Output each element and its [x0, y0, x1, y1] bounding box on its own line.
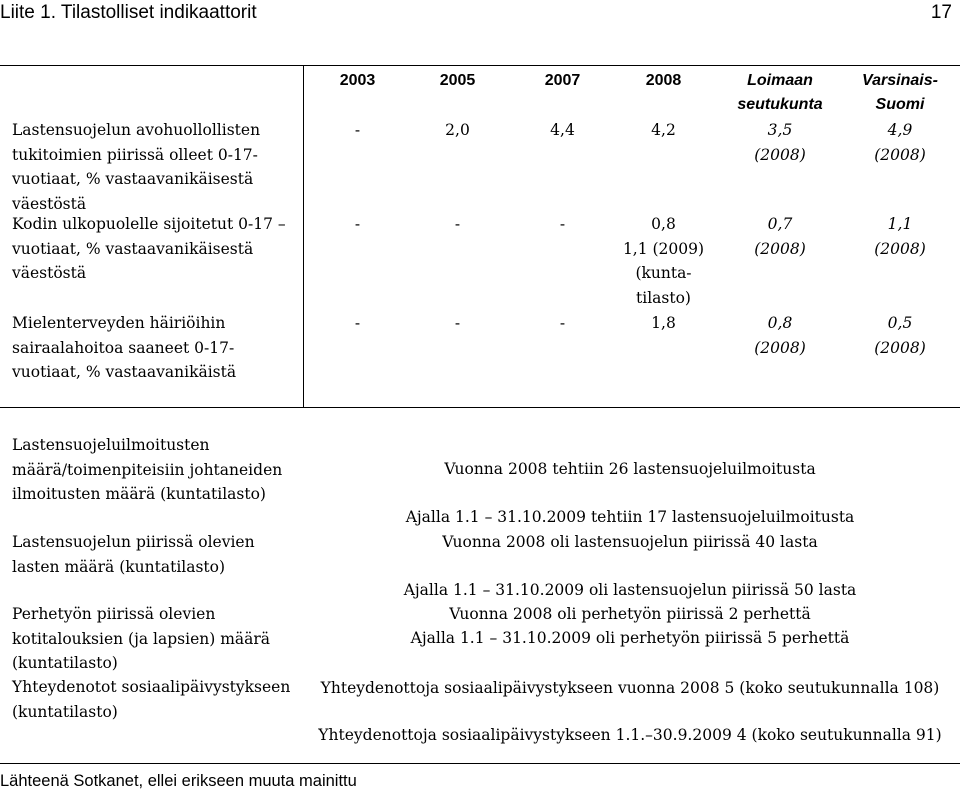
- cell-r3-2003: -: [354, 314, 361, 332]
- sosiaalipaivystys-2008: Yhteydenottoja sosiaalipäivystykseen vuonna 2008 5 (koko seutukunnalla 108): [320, 679, 940, 697]
- value: 0,5: [887, 314, 913, 332]
- label-line: väestöstä: [12, 194, 87, 213]
- cell-r1-2008: 4,2: [651, 121, 676, 139]
- value: 3,5: [767, 121, 793, 139]
- cell-r3-2005: -: [454, 314, 461, 332]
- year-note: (2008): [754, 338, 806, 357]
- cell-r1-vs: [845, 118, 955, 167]
- year-note: (2008): [874, 338, 926, 357]
- row-label-avohuolto: [12, 118, 302, 216]
- label-line: vuotiaat, % vastaavanikäisestä: [12, 170, 254, 188]
- cell-r2-2003: -: [354, 215, 361, 233]
- header-vs-line1: Varsinais-: [862, 72, 938, 89]
- cell-r2-2005: -: [454, 215, 461, 233]
- perhetyo-2008: Vuonna 2008 oli perhetyön piirissä 2 perhettä: [449, 605, 811, 623]
- year-note: (2008): [874, 145, 926, 164]
- label-line: ilmoitusten määrä (kuntatilasto): [12, 485, 266, 503]
- cell-r2-2008: [606, 212, 721, 310]
- cell-r2-2007: -: [559, 215, 566, 233]
- label-line: kotitalouksien (ja lapsien) määrä: [12, 629, 271, 648]
- label-line: lasten määrä (kuntatilasto): [12, 557, 226, 576]
- header-loimaa: [720, 69, 840, 117]
- label-line: Mielenterveyden häiriöihin: [12, 314, 226, 332]
- cell-r1-loimaa: [720, 118, 840, 167]
- label-line: Kodin ulkopuolelle sijoitetut 0-17 –: [12, 215, 286, 233]
- page-title: Liite 1. Tilastolliset indikaattorit: [0, 2, 257, 23]
- header-loimaa-line1: Loimaan: [747, 72, 813, 89]
- cell-r2-loimaa: [720, 212, 840, 261]
- row-label-ilmoitukset: [12, 433, 302, 507]
- cell-r1-2003: -: [354, 121, 361, 139]
- row-label-perhetyo: [12, 602, 302, 676]
- value-2009: 1,1 (2009): [622, 239, 705, 258]
- value: 0,7: [767, 215, 793, 233]
- label-line: vuotiaat, % vastaavanikäisestä: [12, 239, 254, 258]
- lastensuojelu-2008: Vuonna 2008 oli lastensuojelun piirissä 40 lasta: [442, 533, 818, 551]
- perhetyo-2009: Ajalla 1.1 – 31.10.2009 oli perhetyön piirissä 5 perhettä: [410, 629, 850, 647]
- table2-bottom-border: [0, 763, 960, 764]
- table1-bottom-border: [0, 407, 960, 408]
- value: 0,8: [767, 314, 793, 332]
- value: 1,1: [887, 215, 913, 233]
- cell-r2-vs: [845, 212, 955, 261]
- year-note: (2008): [754, 239, 806, 258]
- header-loimaa-line2: seutukunta: [737, 96, 823, 113]
- row-label-mielenterveys: [12, 311, 302, 385]
- source-note: (kunta-: [635, 264, 692, 282]
- label-line: Lastensuojelun piirissä olevien: [12, 533, 255, 551]
- label-line: sairaalahoitoa saaneet 0-17-: [12, 338, 235, 357]
- label-line: Yhteydenotot sosiaalipäivystykseen: [12, 678, 291, 696]
- cell-r1-2007: 4,4: [550, 121, 575, 139]
- table1-divider: [303, 66, 304, 407]
- lastensuojelu-2009: Ajalla 1.1 – 31.10.2009 oli lastensuojelun piirissä 50 lasta: [403, 581, 857, 599]
- label-line: Lastensuojeluilmoitusten: [12, 436, 210, 454]
- label-line: väestöstä: [12, 264, 87, 282]
- cell-r3-2008: 1,8: [651, 314, 676, 332]
- cell-r3-2007: -: [559, 314, 566, 332]
- row-label-lastensuojelu: [12, 530, 302, 579]
- year-note: (2008): [874, 239, 926, 258]
- year-note: (2008): [754, 145, 806, 164]
- header-2005: 2005: [439, 72, 476, 89]
- label-line: määrä/toimenpiteisiin johtaneiden: [12, 460, 283, 479]
- value: 4,9: [887, 121, 913, 139]
- row-label-sijoitetut: [12, 212, 302, 286]
- header-vs-line2: Suomi: [875, 96, 925, 113]
- ilmoitukset-2009: Ajalla 1.1 – 31.10.2009 tehtiin 17 lastensuojeluilmoitusta: [405, 508, 855, 526]
- table1-top-border: [0, 65, 960, 66]
- source-note: tilasto): [636, 288, 691, 307]
- label-line: (kuntatilasto): [12, 654, 118, 672]
- cell-r3-loimaa: [720, 311, 840, 360]
- header-2007: 2007: [544, 72, 581, 89]
- label-line: Lastensuojelun avohuollollisten: [12, 121, 261, 139]
- header-varsinais-suomi: [845, 69, 955, 117]
- label-line: (kuntatilasto): [12, 702, 118, 721]
- page-number: 17: [930, 2, 952, 23]
- cell-r3-vs: [845, 311, 955, 360]
- source-note: Lähteenä Sotkanet, ellei erikseen muuta mainittu: [0, 772, 357, 790]
- label-line: Perhetyön piirissä olevien: [12, 605, 216, 623]
- value: 0,8: [651, 215, 676, 233]
- header-2003: 2003: [339, 72, 376, 89]
- label-line: tukitoimien piirissä olleet 0-17-: [12, 145, 258, 164]
- header-2008: 2008: [645, 72, 682, 89]
- ilmoitukset-2008: Vuonna 2008 tehtiin 26 lastensuojeluilmoitusta: [444, 460, 816, 478]
- sosiaalipaivystys-2009: Yhteydenottoja sosiaalipäivystykseen 1.1.–30.9.2009 4 (koko seutukunnalla 91): [318, 726, 942, 744]
- cell-r1-2005: 2,0: [445, 121, 470, 139]
- row-label-sosiaalipaivystys: [12, 675, 302, 724]
- label-line: vuotiaat, % vastaavanikäistä: [12, 363, 237, 381]
